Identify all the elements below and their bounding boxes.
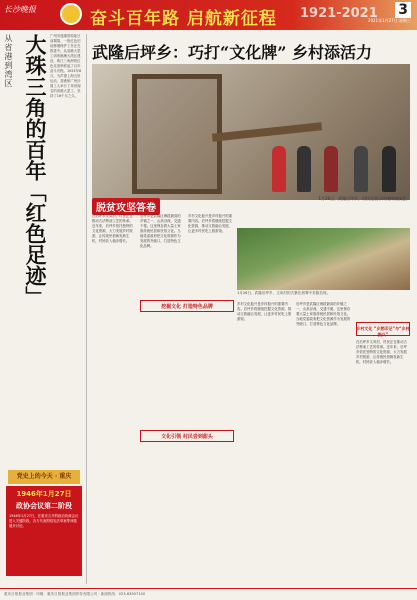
- box-head-2: 文化引领 村民尝到甜头: [161, 434, 213, 440]
- calendar-box: [6, 486, 82, 576]
- person-shape: [382, 146, 396, 192]
- banner-title: 奋斗百年路 启航新征程: [90, 9, 277, 29]
- article-column-6: 在后坪乡文凤村，村民正在推动古法榨油工艺的传承。近年来，后坪乡依托独特的文化资源，大力发展乡村旅游，让传统民俗焕发新生机，村民收入稳步增长。: [356, 340, 407, 364]
- person-shape: [324, 146, 338, 192]
- masthead: 长沙晚报: [4, 5, 36, 14]
- calendar-date: 1946年1月27日: [16, 490, 72, 498]
- banner-years: 1921-2021: [300, 6, 378, 21]
- calendar-subtitle: 政协会议第二阶段: [16, 502, 72, 510]
- feature-title: 大珠三角的百年「红色足迹」: [23, 34, 48, 307]
- calendar-title: 党史上的今天 · 重庆: [8, 470, 80, 484]
- party-emblem-icon: [60, 3, 82, 25]
- column-divider: [86, 34, 87, 584]
- article-column-2: 后坪乡是武隆区海拔最高的乡镇之一，山高谷深，交通不便。这里保存着大量土家族传统民居和民俗文化。当地党委政府把文化资源作为发展的突破口，打造特色文化品牌。: [140, 214, 181, 248]
- oil-press-shape: [132, 74, 222, 194]
- article-column-4: 乡村文化振兴是乡村振兴的重要内容。后坪乡将继续挖掘文化资源，推动文旅融合发展，让更多村民吃上旅游饭。: [237, 302, 292, 321]
- person-shape: [297, 146, 311, 192]
- person-shape: [354, 146, 368, 192]
- article-column-5: 后坪乡是武隆区海拔最高的乡镇之一，山高谷深，交通不便。这里保存着大量土家族传统民居和民俗文化。当地党委政府把文化资源作为发展的突破口，打造特色文化品牌。: [296, 302, 351, 326]
- box-head-3: 乡村文化 “乡愁印记”与“乡村振兴”: [356, 326, 410, 337]
- section-subtitle: 脱贫攻坚答卷: [92, 198, 160, 215]
- page-number: 3: [395, 2, 411, 18]
- photo-caption: 1月26日，武隆后坪乡，村民在展示传统榨油技艺。: [318, 196, 410, 201]
- left-feature: [4, 34, 82, 470]
- footer: 重庆日报报业集团 · 印刷：重庆日报报业集团印务有限公司 · 新闻热线：023-63907100: [0, 588, 417, 600]
- issue-info: 2021年1月27日 星期三: [367, 18, 411, 23]
- press-beam-shape: [212, 122, 322, 141]
- main-photo: [92, 64, 410, 200]
- box-head-1: 挖掘文化 打造特色品牌: [161, 304, 213, 310]
- main-headline: 武隆后坪乡：巧打“文化牌” 乡村添活力: [92, 43, 372, 62]
- feature-body: 广州市莲湖馆原址日前揭幕，一批红色旧址修缮保护工作正在推进中。从省港大罢工到粤港澳大湾区建设，珠江三角洲的红色足迹串联起了百年奋斗历程。1925年6月，为声援上海五卅运动，香港和广州沙面工人举行了举世闻名的省港大罢工，坚持了16个月之久。: [50, 34, 82, 98]
- article-column-3: 乡村文化振兴是乡村振兴的重要内容。后坪乡将继续挖掘文化资源，推动文旅融合发展，让更多村民吃上旅游饭。: [188, 214, 233, 233]
- calendar-body: 1946年1月27日，在重庆召开的政治协商会议进入关键阶段，各方代表围绕宪法草案等问题展开讨论。: [9, 514, 79, 528]
- section-tag: 从省港到湾区: [4, 34, 13, 88]
- person-shape: [272, 146, 286, 192]
- article-column-1: 在后坪乡文凤村，村民正在推动古法榨油工艺的传承。近年来，后坪乡依托独特的文化资源，大力发展乡村旅游，让传统民俗焕发新生机，村民收入稳步增长。: [92, 214, 133, 243]
- village-photo: [237, 228, 410, 290]
- village-caption: 1月26日，武隆后坪乡，文凤村的古寨在晨雾中若隐若现。: [237, 291, 331, 295]
